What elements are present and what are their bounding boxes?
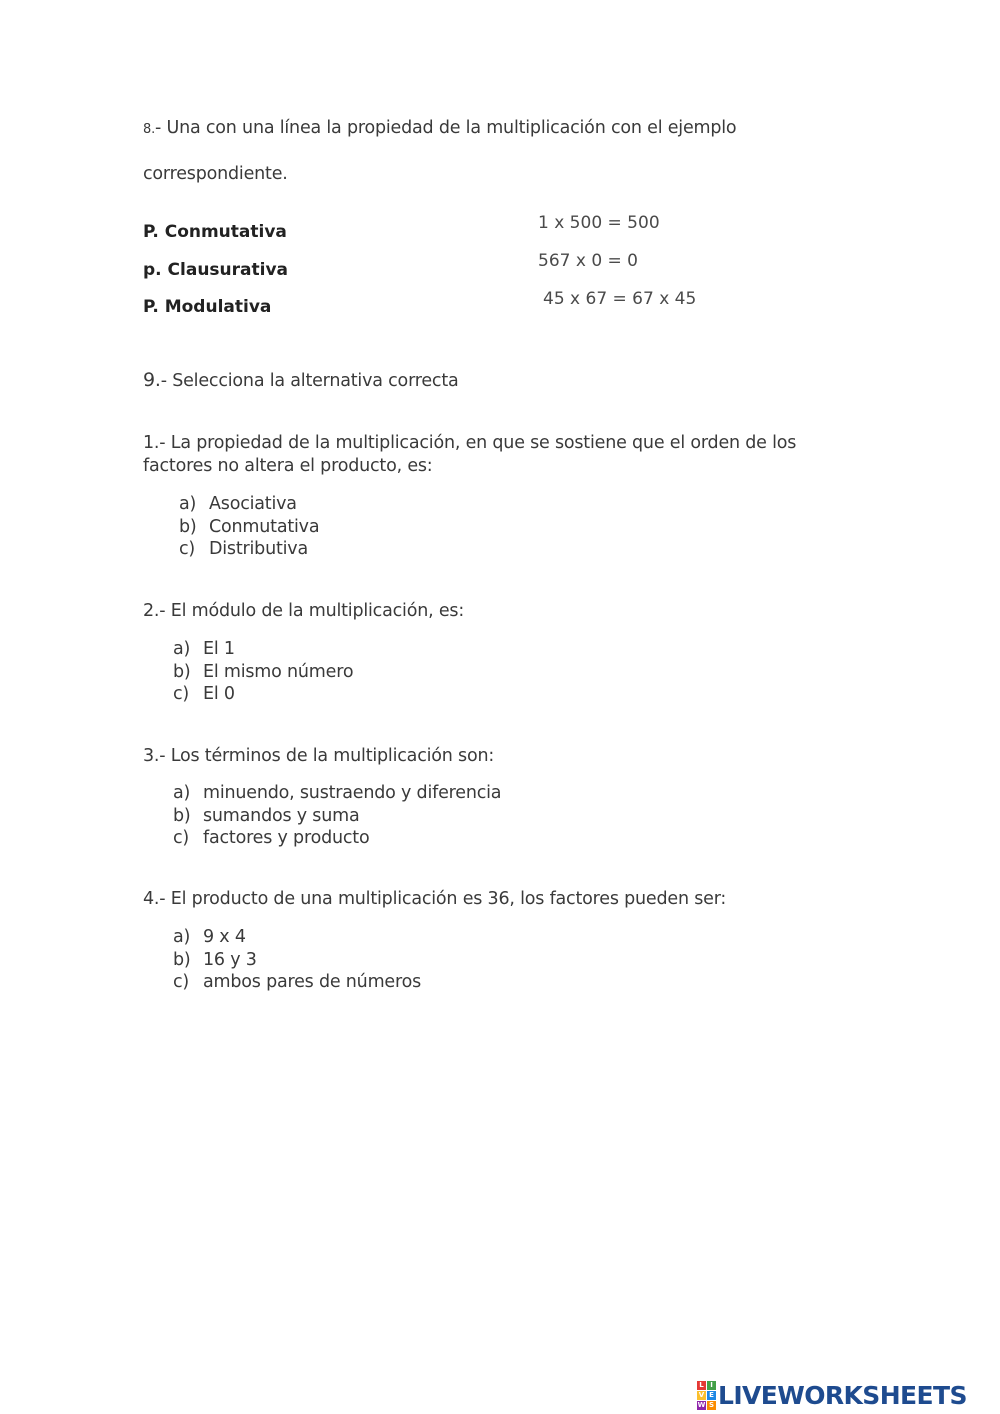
- option-text: Conmutativa: [209, 516, 320, 537]
- brand-name: LIVEWORKSHEETS: [718, 1380, 967, 1410]
- option-label: b): [173, 805, 191, 826]
- option-text: factores y producto: [203, 828, 370, 848]
- q8-line2: correspondiente.: [143, 164, 288, 184]
- option-text: El 1: [203, 639, 235, 659]
- option-text: Asociativa: [209, 494, 297, 514]
- option-text: El mismo número: [203, 661, 354, 682]
- option-item[interactable]: [173, 971, 421, 994]
- option-label: b): [173, 949, 191, 970]
- option-item[interactable]: [173, 638, 353, 661]
- logo-blocks-icon: [697, 1381, 716, 1410]
- example-2: 567 x 0 = 0: [538, 251, 638, 271]
- option-label: a): [173, 783, 191, 803]
- question-1-options: [179, 493, 319, 561]
- option-text: Distributiva: [209, 539, 308, 559]
- option-label: a): [179, 494, 197, 514]
- question-1-text-line1: 1.- La propiedad de la multiplicación, en que se sostiene que el orden de los: [143, 433, 797, 453]
- option-item[interactable]: [173, 683, 353, 706]
- question-2-text: 2.- El módulo de la multiplicación, es:: [143, 601, 465, 621]
- option-text: sumandos y suma: [203, 805, 360, 826]
- option-label: c): [173, 684, 190, 704]
- q9-heading: [143, 369, 459, 391]
- option-item[interactable]: [179, 538, 319, 561]
- property-clausurativa: p. Clausurativa: [143, 260, 289, 280]
- option-text: minuendo, sustraendo y diferencia: [203, 783, 502, 803]
- option-label: a): [173, 639, 191, 659]
- question-4-options: [173, 926, 421, 994]
- option-label: c): [173, 828, 190, 848]
- option-text: El 0: [203, 684, 235, 704]
- question-4-text: 4.- El producto de una multiplicación es 36, los factores pueden ser:: [143, 889, 727, 909]
- option-item[interactable]: [173, 661, 353, 684]
- option-text: ambos pares de números: [203, 972, 422, 992]
- logo-block: E: [707, 1391, 716, 1400]
- question-3-options: [173, 782, 501, 850]
- property-modulativa: P. Modulativa: [143, 297, 272, 317]
- q9-instruction: - Selecciona la alternativa correcta: [160, 371, 459, 391]
- option-item[interactable]: [173, 926, 421, 949]
- liveworksheets-logo[interactable]: [697, 1381, 967, 1409]
- example-1: 1 x 500 = 500: [538, 213, 660, 233]
- question-1-text-line2: factores no altera el producto, es:: [143, 456, 433, 476]
- example-3: 45 x 67 = 67 x 45: [543, 289, 697, 309]
- q9-number: 9.: [143, 369, 161, 391]
- logo-block: L: [697, 1381, 706, 1390]
- option-item[interactable]: [179, 516, 319, 539]
- option-text: 9 x 4: [203, 927, 246, 947]
- logo-block: I: [707, 1381, 716, 1390]
- property-conmutativa: P. Conmutativa: [143, 222, 287, 242]
- logo-block: V: [698, 1390, 705, 1399]
- question-3-text: 3.- Los términos de la multiplicación son:: [143, 746, 495, 766]
- option-label: c): [179, 539, 196, 559]
- question-2-options: [173, 638, 353, 706]
- q8-number: 8.: [143, 122, 156, 137]
- q8-heading: [143, 118, 736, 138]
- logo-block: S: [708, 1400, 715, 1409]
- option-item[interactable]: [179, 493, 319, 516]
- option-item[interactable]: [173, 949, 421, 972]
- option-item[interactable]: [173, 805, 501, 828]
- option-label: c): [173, 972, 190, 992]
- q8-line1: - Una con una línea la propiedad de la multiplicación con el ejemplo: [155, 118, 737, 138]
- option-label: b): [173, 661, 191, 682]
- option-item[interactable]: [173, 782, 501, 805]
- option-item[interactable]: [173, 827, 501, 850]
- option-text: 16 y 3: [203, 949, 257, 970]
- option-label: a): [173, 927, 191, 947]
- logo-block: W: [697, 1400, 706, 1409]
- option-label: b): [179, 516, 197, 537]
